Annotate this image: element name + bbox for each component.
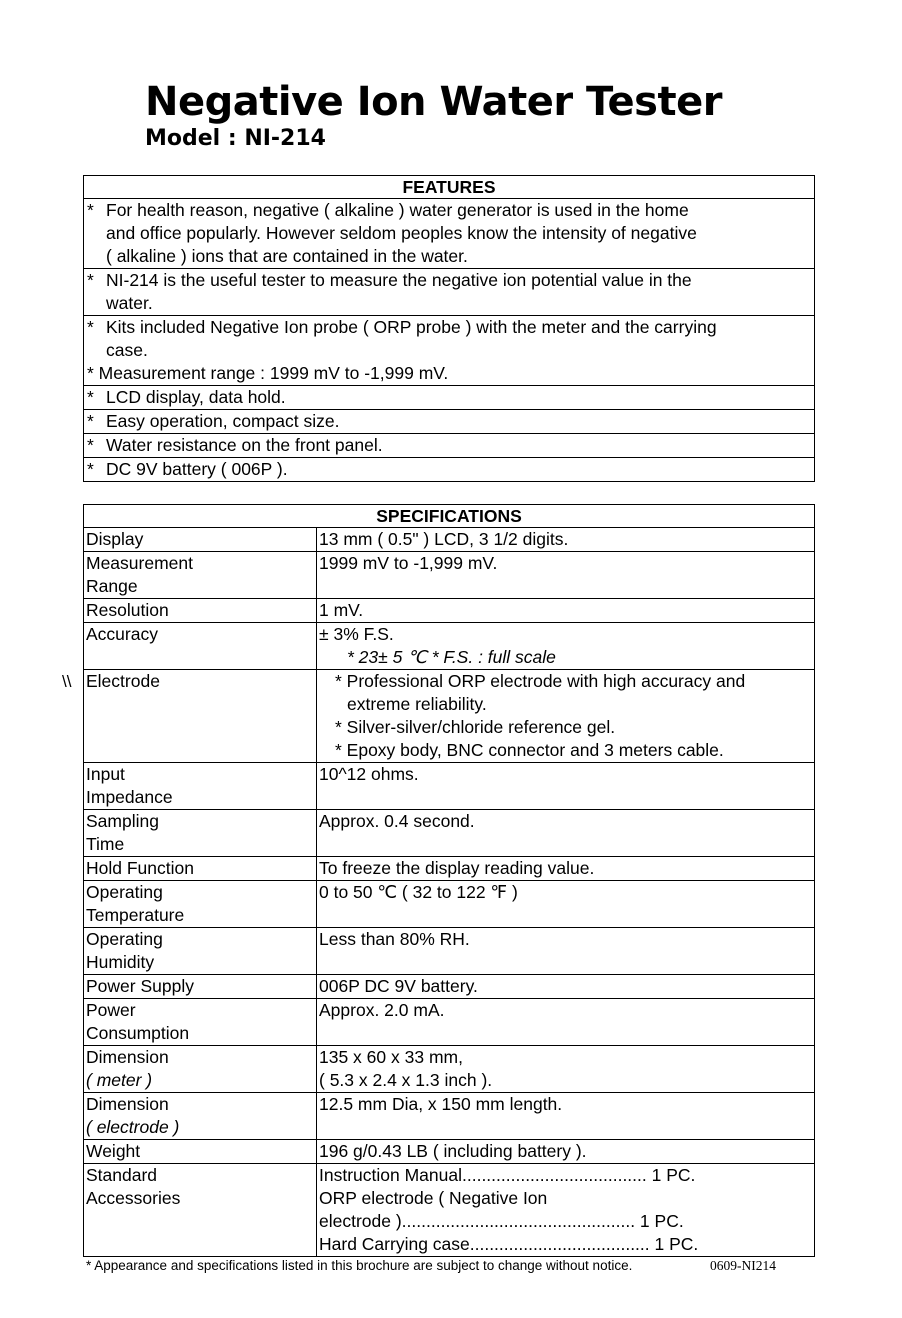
feature-cell [84,386,815,410]
feature-cell [84,269,815,316]
spec-label [84,763,317,810]
stray-mark: \\ [62,672,72,691]
spec-row [84,928,815,975]
spec-value-line: Approx. 0.4 second. [319,811,475,831]
content [62,175,815,1275]
spec-label [62,670,317,763]
feature-line: Kits included Negative Ion probe ( ORP probe ) with the meter and the carrying [106,317,717,337]
features-table [83,175,815,482]
spec-value [317,810,815,857]
spec-label-line: Power [86,1000,136,1020]
spec-label-line: Time [86,834,125,854]
spec-label-line: Temperature [86,905,185,925]
spec-row [84,599,815,623]
feature-line: case. [106,340,148,360]
feature-line: DC 9V battery ( 006P ). [106,459,288,479]
spec-row [84,623,815,670]
spec-label-line: Operating [86,929,163,949]
spec-value-line: electrode )................................................ 1 PC. [319,1211,684,1231]
spec-label [84,1164,317,1257]
feature-line: and office popularly. However seldom peoples know the intensity of negative [106,223,697,243]
spec-value-line: ± 3% F.S. [319,624,394,644]
spec-label-line: Dimension [86,1094,169,1114]
bullet-star: * [87,200,94,220]
spec-label-line: Impedance [86,787,173,807]
spec-value-line: Approx. 2.0 mA. [319,1000,445,1020]
spec-row [84,999,815,1046]
spec-note: * 23± 5 ℃ * F.S. : full scale [347,647,556,667]
spec-label-line: Display [86,529,144,549]
spec-label [84,857,317,881]
feature-line: NI-214 is the useful tester to measure the negative ion potential value in the [106,270,692,290]
spec-value [317,763,815,810]
footnote: * Appearance and specifications listed in this brochure are subject to change without notice. [86,1258,633,1273]
spec-value-line: 0 to 50 ℃ ( 32 to 122 ℉ ) [319,882,518,902]
spec-value [317,1046,815,1093]
feature-line: * Measurement range : 1999 mV to -1,999 mV. [87,363,449,383]
spec-value [317,857,815,881]
spec-value-line: 135 x 60 x 33 mm, [319,1047,463,1067]
spec-label [84,623,317,670]
spec-value [317,1140,815,1164]
spec-bullet: * Silver-silver/chloride reference gel. [335,717,616,737]
spec-label-line: Resolution [86,600,169,620]
bullet-star: * [87,435,94,455]
spec-value [317,623,815,670]
spec-label [84,881,317,928]
spec-label [84,999,317,1046]
spec-value-line: Less than 80% RH. [319,929,470,949]
spec-label-line: Hold Function [86,858,194,878]
feature-row [84,199,815,269]
spec-label [84,975,317,999]
spec-label [84,528,317,552]
feature-line: Water resistance on the front panel. [106,435,383,455]
feature-row [84,316,815,386]
spec-row [84,1164,815,1257]
bullet-star: * [87,270,94,290]
spec-value-line: ( 5.3 x 2.4 x 1.3 inch ). [319,1070,493,1090]
feature-row [84,410,815,434]
spec-row [84,1093,815,1140]
spec-label-line: Power Supply [86,976,194,996]
spec-label-line: Electrode [86,671,160,691]
feature-cell [84,316,815,386]
spec-bullet: * Professional ORP electrode with high accuracy and extreme reliability. [335,671,746,714]
spec-row [84,1140,815,1164]
spec-label-line: Operating [86,882,163,902]
specifications-table [62,504,815,1257]
feature-cell [84,199,815,269]
spec-label-line: Weight [86,1141,141,1161]
feature-cell [84,458,815,482]
spec-value-line: Hard Carrying case..................................... 1 PC. [319,1234,699,1254]
spec-value [317,928,815,975]
spec-row [84,1046,815,1093]
spec-label-line: Measurement [86,553,193,573]
spec-value [317,999,815,1046]
spec-label [84,928,317,975]
spec-label-line: Accuracy [86,624,158,644]
spec-value-line: 006P DC 9V battery. [319,976,478,996]
features-heading: FEATURES [84,176,815,199]
bullet-star: * [87,459,94,479]
spec-label-qualifier: ( meter ) [86,1070,153,1090]
spec-value-line: 1 mV. [319,600,364,620]
specifications-heading: SPECIFICATIONS [84,505,815,528]
spec-value [317,599,815,623]
feature-row [84,434,815,458]
spec-value-line: To freeze the display reading value. [319,858,595,878]
spec-value [317,670,815,763]
feature-line: LCD display, data hold. [106,387,286,407]
bullet-star: * [87,317,94,337]
spec-value-line: 12.5 mm Dia, x 150 mm length. [319,1094,563,1114]
feature-line: For health reason, negative ( alkaline ) water generator is used in the home [106,200,689,220]
feature-row [84,269,815,316]
spec-label-line: Consumption [86,1023,190,1043]
model-number: Model : NI-214 [145,126,326,151]
spec-value-line: Instruction Manual...................................... 1 PC. [319,1165,696,1185]
spec-label-line: Humidity [86,952,155,972]
feature-line: Easy operation, compact size. [106,411,340,431]
spec-row [84,857,815,881]
feature-line: water. [106,293,153,313]
footer [86,1257,776,1275]
bullet-star: * [87,411,94,431]
spec-value-line: 13 mm ( 0.5" ) LCD, 3 1/2 digits. [319,529,569,549]
spec-row [84,670,815,763]
spec-label [84,1140,317,1164]
spec-value [317,528,815,552]
spec-value-line: 1999 mV to -1,999 mV. [319,553,498,573]
spec-row [84,975,815,999]
spec-label [84,552,317,599]
bullet-star: * [87,387,94,407]
spec-value [317,552,815,599]
spec-row [84,881,815,928]
spec-row [84,763,815,810]
spec-value [317,1093,815,1140]
document-code: 0609-NI214 [710,1258,776,1273]
spec-label [84,810,317,857]
spec-row [84,552,815,599]
feature-row [84,386,815,410]
spec-label-line: Dimension [86,1047,169,1067]
spec-label-line: Input [86,764,125,784]
spec-label-line: Range [86,576,138,596]
spec-label-qualifier: ( electrode ) [86,1117,180,1137]
page-title: Negative Ion Water Tester [145,79,722,125]
spec-bullet: * Epoxy body, BNC connector and 3 meters cable. [335,740,724,760]
spec-value [317,975,815,999]
spec-label-line: Standard [86,1165,158,1185]
spec-row [84,528,815,552]
spec-label [84,599,317,623]
feature-cell [84,434,815,458]
spec-label [84,1046,317,1093]
spec-value-line: 10^12 ohms. [319,764,419,784]
spec-value [317,881,815,928]
feature-cell [84,410,815,434]
spec-value-line: 196 g/0.43 LB ( including battery ). [319,1141,587,1161]
feature-line: ( alkaline ) ions that are contained in the water. [106,246,468,266]
feature-row [84,458,815,482]
spec-label [84,1093,317,1140]
spec-value-line: ORP electrode ( Negative Ion [319,1188,548,1208]
spec-label-line: Accessories [86,1188,181,1208]
spec-value [317,1164,815,1257]
spec-row [84,810,815,857]
spec-label-line: Sampling [86,811,159,831]
